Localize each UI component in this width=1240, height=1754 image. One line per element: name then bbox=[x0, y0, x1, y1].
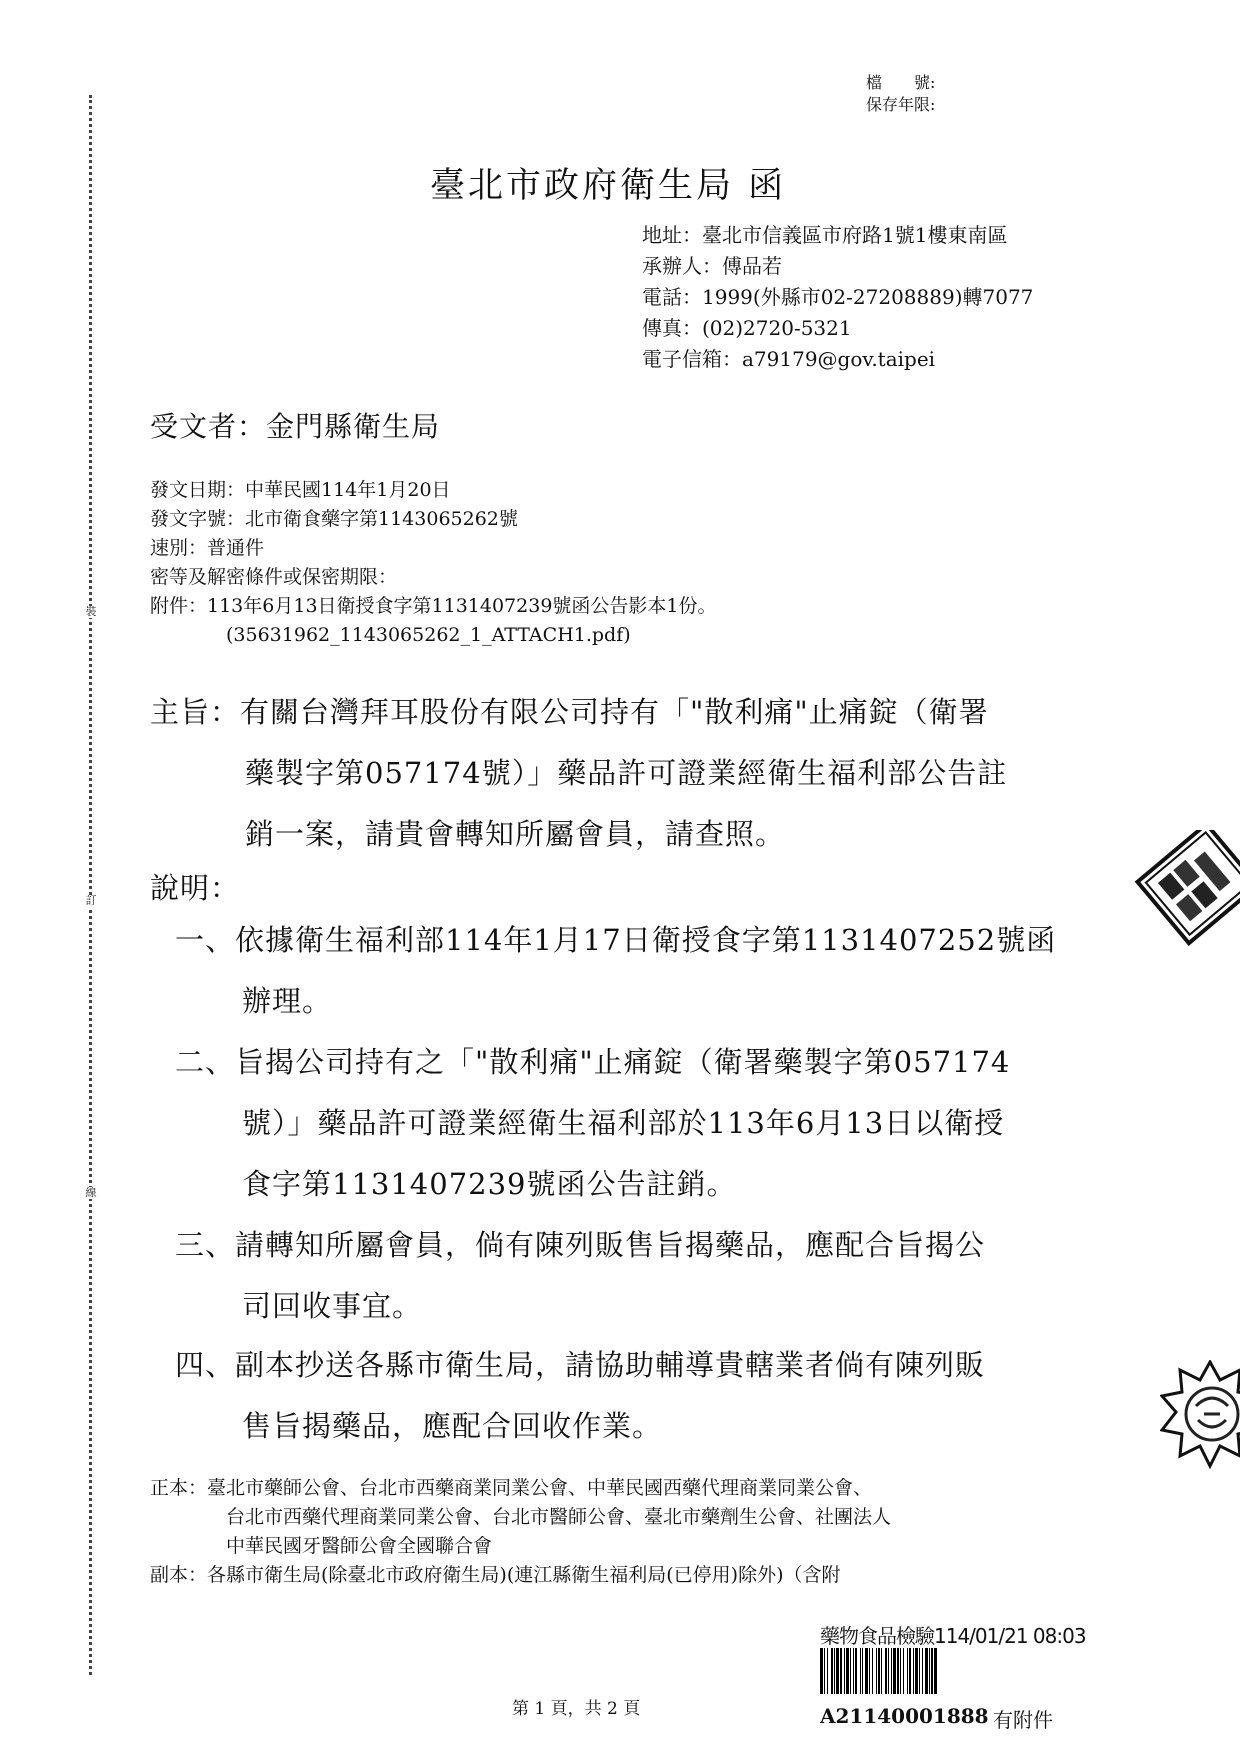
retention-label: 保存年限: bbox=[866, 95, 936, 114]
item-line: 食字第1131407239號函公告註銷。 bbox=[242, 1167, 737, 1201]
item-line: 司回收事宜。 bbox=[242, 1289, 423, 1323]
barcode-bar bbox=[934, 1648, 937, 1694]
binding-mark-bind: 裝 bbox=[83, 606, 99, 618]
attachment: 附件：113年6月13日衛授食字第1131407239號函公告影本1份。 bbox=[150, 595, 717, 617]
explanation-heading: 說明： bbox=[150, 871, 241, 905]
subject-line: 主旨：有關台灣拜耳股份有限公司持有「"散利痛"止痛錠（衛署 bbox=[150, 695, 989, 729]
subject-line: 銷一案，請貴會轉知所屬會員，請查照。 bbox=[245, 817, 786, 851]
explanation-item bbox=[175, 910, 1056, 1032]
binding-margin-dots bbox=[89, 95, 92, 1675]
original-recipients: 台北市西藥代理商業同業公會、台北市醫師公會、臺北市藥劑生公會、社團法人 bbox=[226, 1506, 892, 1528]
dispatch-number: 發文字號：北市衛食藥字第1143065262號 bbox=[150, 508, 518, 530]
secrecy: 密等及解密條件或保密期限： bbox=[150, 566, 398, 588]
attachment-file: (35631962_1143065262_1_ATTACH1.pdf) bbox=[226, 624, 631, 646]
original-recipients: 正本：臺北市藥師公會、台北市西藥商業同業公會、中華民國西藥代理商業同業公會、 bbox=[150, 1477, 873, 1499]
distribution bbox=[150, 1474, 891, 1590]
binding-mark-line: 線 bbox=[83, 1187, 99, 1199]
subject bbox=[150, 682, 1007, 865]
item-line: 二、旨揭公司持有之「"散利痛"止痛錠（衛署藥製字第057174 bbox=[175, 1045, 1011, 1079]
address: 地址：臺北市信義區市府路1號1樓東南區 bbox=[642, 223, 1008, 247]
email: 電子信箱：a79179@gov.taipei bbox=[642, 347, 936, 371]
dispatch-date: 發文日期：中華民國114年1月20日 bbox=[150, 479, 451, 501]
speed: 速別：普通件 bbox=[150, 537, 265, 559]
attachment-flag: 有附件 bbox=[993, 1708, 1053, 1732]
partial-seal-stamp bbox=[1130, 830, 1240, 950]
item-line: 號）」藥品許可證業經衛生福利部於113年6月13日以衛授 bbox=[242, 1106, 1005, 1140]
explanation-item bbox=[175, 1032, 1010, 1215]
copy-recipients: 副本：各縣市衛生局(除臺北市政府衛生局)(連江縣衛生福利局(已停用)除外)（含附 bbox=[150, 1564, 841, 1586]
explanation-item bbox=[175, 1335, 985, 1457]
barcode bbox=[820, 1648, 1110, 1694]
item-line: 辦理。 bbox=[242, 984, 333, 1018]
explanation-item bbox=[175, 1215, 985, 1337]
subject-line: 藥製字第057174號）」藥品許可證業經衛生福利部公告註 bbox=[245, 756, 1008, 790]
original-recipients: 中華民國牙醫師公會全國聯合會 bbox=[226, 1535, 493, 1557]
recipient: 受文者：金門縣衛生局 bbox=[150, 410, 441, 443]
binding-mark-staple: 訂 bbox=[83, 895, 99, 907]
page-number: 第 1 頁，共 2 頁 bbox=[512, 1699, 641, 1719]
barcode-id: A21140001888 bbox=[820, 1704, 989, 1728]
item-line: 三、請轉知所屬會員，倘有陳列販售旨揭藥品，應配合旨揭公 bbox=[175, 1228, 986, 1262]
contact-block bbox=[642, 220, 1033, 375]
document-title: 臺北市政府衛生局 函 bbox=[430, 166, 787, 206]
partial-seal-stamp bbox=[1160, 1360, 1240, 1470]
fax: 傳真：(02)2720-5321 bbox=[642, 316, 852, 340]
item-line: 售旨揭藥品，應配合回收作業。 bbox=[242, 1409, 663, 1443]
dispatch-meta bbox=[150, 476, 717, 650]
item-line: 一、依據衛生福利部114年1月17日衛授食字第1131407252號函 bbox=[175, 923, 1057, 957]
file-meta bbox=[866, 72, 935, 116]
receipt-stamp-text: 藥物食品檢驗114/01/21 08:03 bbox=[820, 1624, 1086, 1648]
handler: 承辦人：傅品若 bbox=[642, 254, 782, 278]
item-line: 四、副本抄送各縣市衛生局，請協助輔導貴轄業者倘有陳列販 bbox=[175, 1348, 986, 1382]
file-number-label: 檔 號: bbox=[866, 73, 936, 92]
phone: 電話：1999(外縣市02-27208889)轉7077 bbox=[642, 285, 1034, 309]
